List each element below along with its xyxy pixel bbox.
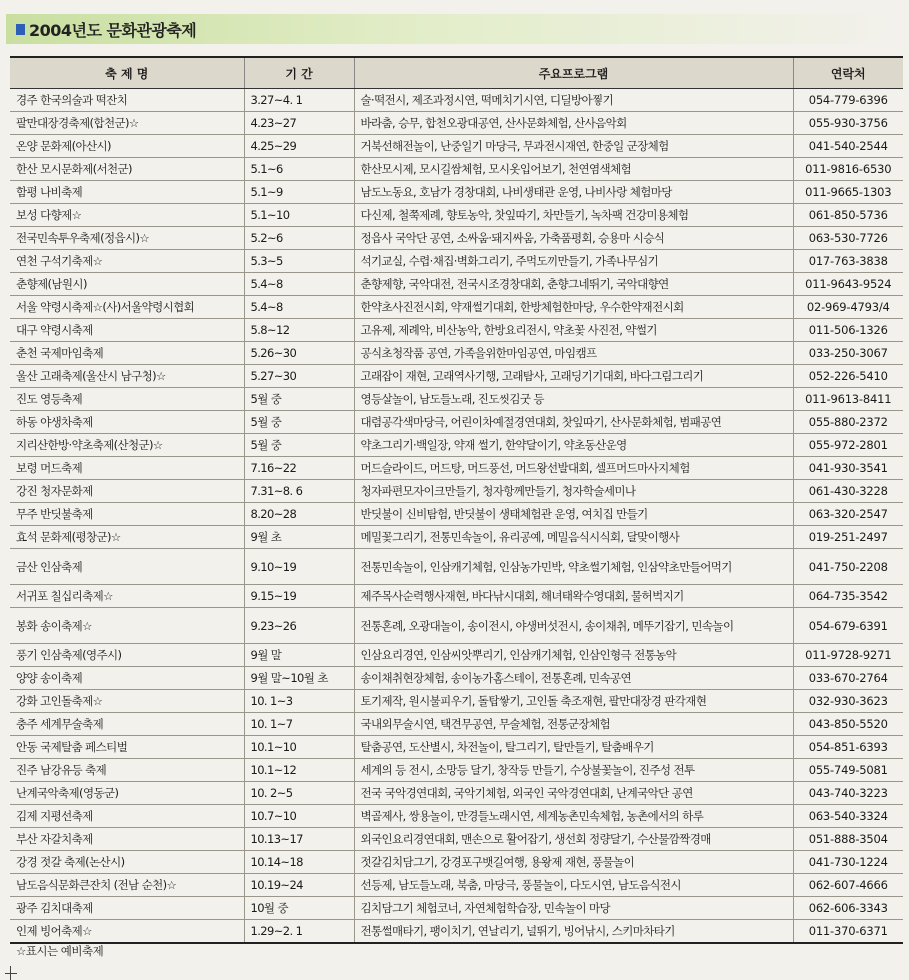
festival-program: 외국인요리경연대회, 맨손으로 활어잡기, 생선회 정량달기, 수산물깜짝경매 xyxy=(354,828,793,851)
festival-name: 진도 영등축제 xyxy=(10,388,244,411)
festival-period: 5.3~5 xyxy=(244,250,354,273)
table-row xyxy=(10,365,903,388)
table-row xyxy=(10,920,903,944)
festival-contact: 051-888-3504 xyxy=(793,828,903,851)
festival-contact: 019-251-2497 xyxy=(793,526,903,549)
festival-contact: 017-763-3838 xyxy=(793,250,903,273)
festival-contact: 043-740-3223 xyxy=(793,782,903,805)
festival-period: 5.1~6 xyxy=(244,158,354,181)
festival-period: 5.4~8 xyxy=(244,296,354,319)
table-row xyxy=(10,296,903,319)
table-header-row xyxy=(10,57,903,89)
festival-period: 5.26~30 xyxy=(244,342,354,365)
festival-period: 10.19~24 xyxy=(244,874,354,897)
festival-contact: 011-9643-9524 xyxy=(793,273,903,296)
column-header-program: 주요프로그램 xyxy=(354,57,793,89)
festival-contact: 054-679-6391 xyxy=(793,608,903,644)
table-row xyxy=(10,897,903,920)
table-row xyxy=(10,112,903,135)
footnote: ☆표시는 예비축제 xyxy=(16,944,104,958)
festival-program: 고유제, 제례악, 비산농악, 한방요리전시, 약초꽃 사진전, 약썰기 xyxy=(354,319,793,342)
festival-name: 진주 남강유등 축제 xyxy=(10,759,244,782)
table-row xyxy=(10,342,903,365)
festival-name: 연천 구석기축제☆ xyxy=(10,250,244,273)
festival-contact: 055-880-2372 xyxy=(793,411,903,434)
festival-name: 무주 반딧불축제 xyxy=(10,503,244,526)
festival-period: 10.7~10 xyxy=(244,805,354,828)
festival-program: 메밀꽃그리기, 전통민속놀이, 유리공예, 메밀음식시식회, 달맞이행사 xyxy=(354,526,793,549)
table-row xyxy=(10,135,903,158)
festival-contact: 011-9816-6530 xyxy=(793,158,903,181)
festival-program: 인삼요리경연, 인삼씨앗뿌리기, 인삼캐기체험, 인삼인형극 전통농악 xyxy=(354,644,793,667)
festival-period: 7.16~22 xyxy=(244,457,354,480)
festival-program: 남도노동요, 호남가 경창대회, 나비생태관 운영, 나비사랑 체험마당 xyxy=(354,181,793,204)
festival-program: 송이채취현장체험, 송이농가홈스테이, 전통혼례, 민속공연 xyxy=(354,667,793,690)
festival-program: 석기교실, 수렵·채집·벽화그리기, 주먹도끼만들기, 가족나무심기 xyxy=(354,250,793,273)
festival-period: 10.13~17 xyxy=(244,828,354,851)
festival-name: 팔만대장경축제(합천군)☆ xyxy=(10,112,244,135)
festival-period: 4.23~27 xyxy=(244,112,354,135)
festival-name: 울산 고래축제(울산시 남구청)☆ xyxy=(10,365,244,388)
festival-name: 인제 빙어축제☆ xyxy=(10,920,244,944)
festival-period: 5월 중 xyxy=(244,411,354,434)
festival-name: 충주 세계무술축제 xyxy=(10,713,244,736)
festival-program: 김치담그기 체험코너, 자연체험학습장, 민속놀이 마당 xyxy=(354,897,793,920)
festival-period: 9월 말~10월 초 xyxy=(244,667,354,690)
festival-contact: 063-530-7726 xyxy=(793,227,903,250)
festival-period: 5.1~10 xyxy=(244,204,354,227)
table-row xyxy=(10,480,903,503)
festival-program: 전통민속놀이, 인삼캐기체험, 인삼농가민박, 약초썰기체험, 인삼약초만들어먹기 xyxy=(354,549,793,585)
festival-program: 선등제, 남도들노래, 북춤, 마당극, 풍물놀이, 다도시연, 남도음식전시 xyxy=(354,874,793,897)
festival-program: 다신제, 철쭉제례, 향토농악, 찻잎따기, 차만들기, 녹차팩 건강미용체험 xyxy=(354,204,793,227)
festival-program: 청자파편모자이크만들기, 청자항께만들기, 청자학술세미나 xyxy=(354,480,793,503)
festival-contact: 061-430-3228 xyxy=(793,480,903,503)
festival-contact: 011-9613-8411 xyxy=(793,388,903,411)
table-row xyxy=(10,526,903,549)
festival-period: 9.15~19 xyxy=(244,585,354,608)
festival-name: 온양 문화제(아산시) xyxy=(10,135,244,158)
festival-name: 한산 모시문화제(서천군) xyxy=(10,158,244,181)
festival-program: 고래잡이 재현, 고래역사기행, 고래탐사, 고래딩기기대회, 바다그림그리기 xyxy=(354,365,793,388)
table-row xyxy=(10,181,903,204)
festival-name: 강화 고인돌축제☆ xyxy=(10,690,244,713)
column-header-period: 기 간 xyxy=(244,57,354,89)
festival-period: 10.14~18 xyxy=(244,851,354,874)
festival-name: 강경 젓갈 축제(논산시) xyxy=(10,851,244,874)
festival-program: 반딧불이 신비탐험, 반딧불이 생태체험관 운영, 여치집 만들기 xyxy=(354,503,793,526)
festival-program: 전국 국악경연대회, 국악기체험, 외국인 국악경연대회, 난계국악단 공연 xyxy=(354,782,793,805)
festival-name: 서귀포 칠십리축제☆ xyxy=(10,585,244,608)
table-row xyxy=(10,690,903,713)
title-square-icon xyxy=(16,24,25,35)
festival-period: 5월 중 xyxy=(244,388,354,411)
festival-program: 벽골제사, 쌍용놀이, 만경들노래시연, 세계농촌민속체험, 농촌에서의 하루 xyxy=(354,805,793,828)
festival-contact: 011-506-1326 xyxy=(793,319,903,342)
festival-period: 5.1~9 xyxy=(244,181,354,204)
title-bar xyxy=(6,14,901,44)
festival-period: 9월 말 xyxy=(244,644,354,667)
festival-name: 봉화 송이축제☆ xyxy=(10,608,244,644)
festival-table xyxy=(10,56,903,944)
table-row xyxy=(10,250,903,273)
festival-name: 안동 국제탈춤 페스티벌 xyxy=(10,736,244,759)
festival-period: 5.4~8 xyxy=(244,273,354,296)
table-row xyxy=(10,204,903,227)
festival-contact: 041-540-2544 xyxy=(793,135,903,158)
festival-name: 김제 지평선축제 xyxy=(10,805,244,828)
festival-program: 제주목사순력행사재현, 바다낚시대회, 해녀태왁수영대회, 물허벅지기 xyxy=(354,585,793,608)
festival-period: 7.31~8. 6 xyxy=(244,480,354,503)
festival-period: 5.8~12 xyxy=(244,319,354,342)
festival-program: 영등살놀이, 남도들노래, 진도씻김굿 등 xyxy=(354,388,793,411)
column-header-contact: 연락처 xyxy=(793,57,903,89)
festival-name: 양양 송이축제 xyxy=(10,667,244,690)
festival-contact: 041-730-1224 xyxy=(793,851,903,874)
table-row xyxy=(10,585,903,608)
festival-program: 정읍사 국악단 공연, 소싸움·돼지싸움, 가축품평회, 승용마 시승식 xyxy=(354,227,793,250)
table-row xyxy=(10,667,903,690)
festival-program: 젓갈김치담그기, 강경포구뱃길여행, 용왕제 재현, 풍물놀이 xyxy=(354,851,793,874)
festival-contact: 055-972-2801 xyxy=(793,434,903,457)
festival-contact: 055-930-3756 xyxy=(793,112,903,135)
table-row xyxy=(10,851,903,874)
festival-name: 전국민속투우축제(정읍시)☆ xyxy=(10,227,244,250)
festival-contact: 011-9728-9271 xyxy=(793,644,903,667)
festival-contact: 02-969-4793/4 xyxy=(793,296,903,319)
table-row xyxy=(10,713,903,736)
festival-contact: 043-850-5520 xyxy=(793,713,903,736)
crop-mark xyxy=(10,966,21,980)
festival-period: 10.1~10 xyxy=(244,736,354,759)
festival-name: 금산 인삼축제 xyxy=(10,549,244,585)
festival-period: 9.23~26 xyxy=(244,608,354,644)
festival-program: 공식초청작품 공연, 가족을위한마임공연, 마임캠프 xyxy=(354,342,793,365)
festival-name: 효석 문화제(평창군)☆ xyxy=(10,526,244,549)
festival-program: 국내외무술시연, 택견무공연, 무술체험, 전통군장체험 xyxy=(354,713,793,736)
festival-name: 서울 약령시축제☆(사)서울약령시협회 xyxy=(10,296,244,319)
table-body xyxy=(10,89,903,944)
table-row xyxy=(10,457,903,480)
table-row xyxy=(10,319,903,342)
table-row xyxy=(10,549,903,585)
festival-contact: 041-930-3541 xyxy=(793,457,903,480)
festival-name: 보령 머드축제 xyxy=(10,457,244,480)
festival-contact: 055-749-5081 xyxy=(793,759,903,782)
festival-program: 토기제작, 원시불피우기, 돌탑쌓기, 고인돌 축조재현, 팔만대장경 판각재현 xyxy=(354,690,793,713)
festival-program: 술·떡전시, 제조과정시연, 떡메치기시연, 디딜방아찧기 xyxy=(354,89,793,112)
festival-program: 세계의 등 전시, 소망등 달기, 창작등 만들기, 수상불꽃놀이, 진주성 전투 xyxy=(354,759,793,782)
table-row xyxy=(10,158,903,181)
table-row xyxy=(10,759,903,782)
festival-period: 10. 1~3 xyxy=(244,690,354,713)
table-row xyxy=(10,411,903,434)
festival-period: 10.1~12 xyxy=(244,759,354,782)
festival-contact: 063-540-3324 xyxy=(793,805,903,828)
table-row xyxy=(10,608,903,644)
festival-name: 경주 한국의술과 떡잔치 xyxy=(10,89,244,112)
festival-name: 광주 김치대축제 xyxy=(10,897,244,920)
festival-name: 함평 나비축제 xyxy=(10,181,244,204)
festival-program: 약초그리기·백일장, 약재 썰기, 한약달이기, 약초동산운영 xyxy=(354,434,793,457)
table-row xyxy=(10,644,903,667)
festival-period: 9월 초 xyxy=(244,526,354,549)
festival-contact: 061-850-5736 xyxy=(793,204,903,227)
festival-program: 머드슬라이드, 머드탕, 머드풍선, 머드왕선발대회, 셀프머드마사지체험 xyxy=(354,457,793,480)
table-row xyxy=(10,782,903,805)
festival-contact: 062-606-3343 xyxy=(793,897,903,920)
festival-contact: 063-320-2547 xyxy=(793,503,903,526)
column-header-name: 축 제 명 xyxy=(10,57,244,89)
festival-contact: 041-750-2208 xyxy=(793,549,903,585)
festival-name: 지리산한방·약초축제(산청군)☆ xyxy=(10,434,244,457)
festival-name: 난계국악축제(영동군) xyxy=(10,782,244,805)
table-row xyxy=(10,227,903,250)
festival-period: 3.27~4. 1 xyxy=(244,89,354,112)
festival-contact: 064-735-3542 xyxy=(793,585,903,608)
table-row xyxy=(10,273,903,296)
festival-period: 5월 중 xyxy=(244,434,354,457)
festival-period: 10월 중 xyxy=(244,897,354,920)
festival-period: 8.20~28 xyxy=(244,503,354,526)
festival-period: 9.10~19 xyxy=(244,549,354,585)
table-row xyxy=(10,503,903,526)
festival-period: 4.25~29 xyxy=(244,135,354,158)
festival-name: 풍기 인삼축제(영주시) xyxy=(10,644,244,667)
festival-program: 대렴공각색마당극, 어린이차예절경연대회, 찻잎따기, 산사문화체험, 범패공연 xyxy=(354,411,793,434)
festival-name: 남도음식문화큰잔치 (전남 순천)☆ xyxy=(10,874,244,897)
festival-program: 전통혼례, 오광대놀이, 송이전시, 야생버섯전시, 송이채취, 메뚜기잡기, 민속놀이 xyxy=(354,608,793,644)
festival-program: 한약초사진전시회, 약재썰기대회, 한방체험한마당, 우수한약재전시회 xyxy=(354,296,793,319)
table-row xyxy=(10,828,903,851)
festival-contact: 011-370-6371 xyxy=(793,920,903,944)
festival-program: 춘향제향, 국악대전, 전국시조경창대회, 춘향그네뛰기, 국악대향연 xyxy=(354,273,793,296)
festival-period: 1.29~2. 1 xyxy=(244,920,354,944)
festival-name: 하동 야생차축제 xyxy=(10,411,244,434)
festival-period: 5.2~6 xyxy=(244,227,354,250)
festival-contact: 011-9665-1303 xyxy=(793,181,903,204)
page-title: 2004년도 문화관광축제 xyxy=(29,20,197,40)
festival-program: 바라춤, 승무, 합천오광대공연, 산사문화체험, 산사음악회 xyxy=(354,112,793,135)
festival-contact: 033-670-2764 xyxy=(793,667,903,690)
table-row xyxy=(10,805,903,828)
festival-program: 거북선해전놀이, 난중일기 마당극, 무과전시재연, 한중일 군장체험 xyxy=(354,135,793,158)
festival-program: 탈춤공연, 도산별시, 차전놀이, 탈그리기, 탈만들기, 탈춤배우기 xyxy=(354,736,793,759)
festival-contact: 054-779-6396 xyxy=(793,89,903,112)
festival-name: 춘향제(남원시) xyxy=(10,273,244,296)
table-row xyxy=(10,874,903,897)
festival-name: 대구 약령시축제 xyxy=(10,319,244,342)
festival-contact: 054-851-6393 xyxy=(793,736,903,759)
festival-program: 전통썰매타기, 팽이치기, 연날리기, 널뛰기, 빙어낚시, 스키마차타기 xyxy=(354,920,793,944)
festival-name: 강진 청자문화제 xyxy=(10,480,244,503)
festival-name: 보성 다향제☆ xyxy=(10,204,244,227)
festival-contact: 052-226-5410 xyxy=(793,365,903,388)
festival-program: 한산모시제, 모시길쌈체험, 모시옷입어보기, 천연염색체험 xyxy=(354,158,793,181)
table-row xyxy=(10,736,903,759)
festival-period: 10. 1~7 xyxy=(244,713,354,736)
festival-name: 부산 자갈치축제 xyxy=(10,828,244,851)
festival-contact: 033-250-3067 xyxy=(793,342,903,365)
festival-period: 10. 2~5 xyxy=(244,782,354,805)
festival-name: 춘천 국제마임축제 xyxy=(10,342,244,365)
table-row xyxy=(10,434,903,457)
festival-period: 5.27~30 xyxy=(244,365,354,388)
festival-contact: 062-607-4666 xyxy=(793,874,903,897)
table-row xyxy=(10,388,903,411)
festival-contact: 032-930-3623 xyxy=(793,690,903,713)
table-row xyxy=(10,89,903,112)
